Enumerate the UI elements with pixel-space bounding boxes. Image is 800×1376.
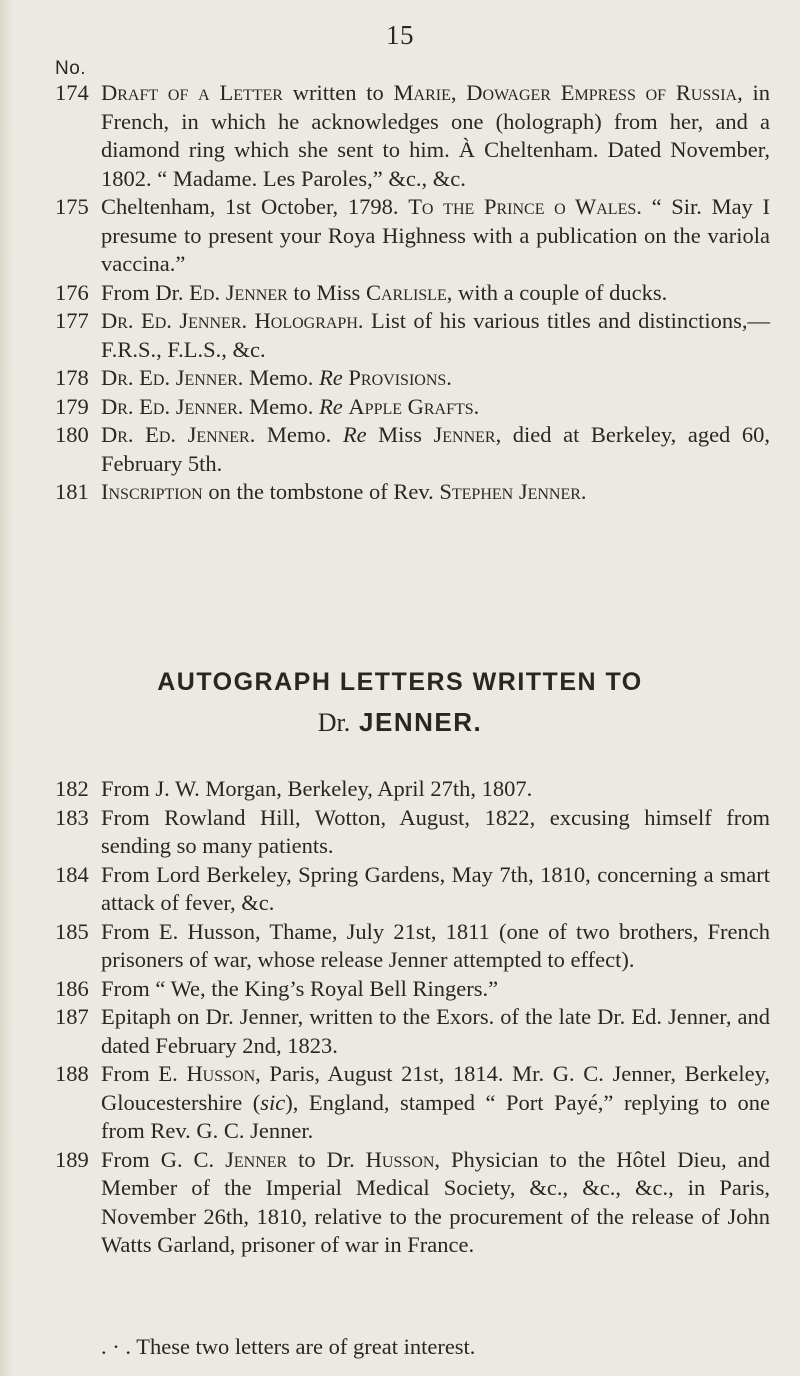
entry-text	[101, 364, 770, 393]
catalogue-entry	[0, 393, 800, 422]
entry-text	[101, 79, 770, 193]
entry-text	[101, 1060, 770, 1146]
section-heading-name: JENNER.	[359, 707, 483, 737]
entry-text-run: Husson,	[365, 1146, 441, 1172]
entry-text-run: To the Prince o Wales.	[408, 194, 642, 219]
entry-number: 181	[55, 479, 89, 504]
entry-text-run: Cheltenham, 1st October, 1798.	[101, 194, 409, 219]
catalogue-entry	[0, 861, 800, 918]
entry-text-run: sic	[260, 1089, 286, 1115]
entry-text	[101, 1146, 770, 1260]
entry-number: 177	[55, 308, 89, 333]
entry-text-run: Draft of a Letter	[101, 80, 283, 105]
entry-number: 179	[55, 393, 89, 419]
entry-text-run: Jenner,	[433, 422, 502, 447]
section-heading-line1: AUTOGRAPH LETTERS WRITTEN TO	[157, 668, 643, 696]
entry-text-run: Memo.	[243, 393, 320, 419]
catalogue-entry	[0, 1003, 800, 1060]
entry-text	[101, 478, 770, 507]
entry-text-run: From Rowland Hill, Wotton, August, 1822, excusing himself from sending so many patients.	[101, 804, 770, 858]
entry-text	[101, 279, 770, 308]
entry-text-run: From Dr.	[101, 279, 190, 305]
entry-list-bottom	[0, 775, 800, 1260]
catalogue-entry	[0, 421, 800, 478]
entry-text-run: Memo.	[255, 422, 343, 447]
entry-text	[101, 193, 770, 279]
entry-number: 186	[55, 975, 89, 1001]
entry-list-top	[0, 79, 800, 507]
catalogue-entry	[0, 478, 800, 507]
entry-text-run: with a couple of ducks.	[452, 279, 668, 305]
section-heading-prefix: Dr.	[317, 708, 351, 737]
entry-text	[101, 307, 770, 364]
entry-text-run: Re	[342, 422, 367, 447]
entry-text-run: on the tombstone of Rev.	[202, 479, 440, 504]
entry-number: 187	[55, 1004, 89, 1029]
section-heading-line2	[0, 702, 800, 743]
entry-text-run: ), England, stamped “ Port Payé,” replying to one from Rev. G. C. Jenner.	[101, 1089, 770, 1143]
entry-text	[101, 1003, 770, 1060]
entry-text-run: to Dr.	[287, 1146, 366, 1172]
entry-text-run: Jenner	[225, 1146, 288, 1172]
entry-number: 185	[55, 918, 89, 944]
entry-text-run: Miss	[366, 422, 434, 447]
entry-text-run: Inscription	[101, 479, 203, 504]
entry-text-run: From E.	[101, 1061, 187, 1086]
entry-text-run: Dr. Ed. Jenner. Holograph.	[101, 308, 364, 333]
entry-text-run: Ed. Jenner	[189, 279, 288, 305]
entry-number: 178	[55, 365, 89, 390]
entry-text-run: Husson,	[186, 1061, 261, 1086]
entry-text-run: Marie, Dowager Empress of Russia,	[393, 80, 743, 105]
entry-text-run: Stephen Jenner.	[439, 479, 587, 504]
entry-number: 184	[55, 861, 89, 887]
entry-text-run: Dr. Ed. Jenner.	[101, 422, 256, 447]
entry-text	[101, 975, 770, 1004]
entry-text-run: in French, in which he acknowledges one (holograph) from her, and a diamond ring which she sent to him. À Cheltenham. Dated November, 1802. “ Madame. Les Paroles,” &c., &c.	[101, 80, 770, 191]
entry-text-run: Memo.	[243, 365, 320, 390]
entry-text-run: From J. W. Morgan, Berkeley, April 27th, 1807.	[101, 776, 533, 801]
catalogue-entry	[0, 193, 800, 279]
catalogue-entry	[0, 307, 800, 364]
entry-text-run: List of his various titles and distinctions,—F.R.S., F.L.S., &c.	[101, 308, 770, 362]
entry-text-run: Dr. Ed. Jenner.	[101, 393, 244, 419]
entry-text-run: Paris, August 21st, 1814. Mr. G. C. Jenner, Berkeley, Gloucestershire (	[101, 1061, 770, 1115]
catalogue-entry	[0, 79, 800, 193]
entry-text-run: Carlisle,	[365, 279, 453, 305]
entry-text-run: From “ We, the King’s Royal Bell Ringers.”	[101, 975, 499, 1001]
number-column-label: No.	[55, 58, 87, 79]
entry-text-run: Physician to the Hôtel Dieu, and Member of the Imperial Medical Society, &c., &c., &c., in Paris, November 26th, 1810, relative to the procurement of the release of John Watts Garland, prisoner of war in France.	[101, 1146, 770, 1257]
entry-number: 176	[55, 279, 89, 305]
entry-text-run: Dr. Ed. Jenner.	[101, 365, 244, 390]
entry-text-run: died at Berkeley, aged 60, February 5th.	[101, 422, 770, 476]
entry-number: 175	[55, 194, 89, 219]
entry-text-run: Provisions.	[348, 365, 452, 390]
entry-number: 174	[55, 80, 89, 105]
entry-text-run: to Miss	[287, 279, 366, 305]
entry-number: 182	[55, 776, 89, 801]
catalogue-entry	[0, 775, 800, 804]
entry-text	[101, 393, 770, 422]
entry-number: 183	[55, 804, 89, 830]
section-heading	[0, 662, 800, 743]
catalogue-entry	[0, 364, 800, 393]
entry-number: 189	[55, 1146, 89, 1172]
entry-text-run: From Lord Berkeley, Spring Gardens, May 7th, 1810, concerning a smart attack of fever, &c.	[101, 861, 770, 915]
entry-text	[101, 918, 770, 975]
closing-note: . · . These two letters are of great interest.	[101, 1334, 476, 1359]
entry-text-run: Re	[319, 365, 343, 390]
entry-text-run: “ Sir. May I presume to present your Roya Highness with a publication on the variola vaccina.”	[101, 194, 770, 276]
catalogue-entry	[0, 1060, 800, 1146]
catalogue-entry	[0, 279, 800, 308]
catalogue-entry	[0, 918, 800, 975]
entry-text	[101, 421, 770, 478]
entry-number: 180	[55, 422, 89, 447]
entry-text-run: written to	[282, 80, 394, 105]
entry-text-run: From E. Husson, Thame, July 21st, 1811 (one of two brothers, French prisoners of war, whose release Jenner attempted to effect).	[101, 918, 770, 972]
catalogue-entry	[0, 804, 800, 861]
page-number: 15	[386, 20, 414, 50]
catalogue-entry	[0, 975, 800, 1004]
catalogue-entry	[0, 1146, 800, 1260]
entry-text	[101, 804, 770, 861]
entry-text	[101, 775, 770, 804]
entry-text-run: From G. C.	[101, 1146, 226, 1172]
entry-text-run: Apple Grafts.	[348, 393, 480, 419]
entry-text-run: Epitaph on Dr. Jenner, written to the Exors. of the late Dr. Ed. Jenner, and dated February 2nd, 1823.	[101, 1004, 770, 1058]
entry-text	[101, 861, 770, 918]
entry-number: 188	[55, 1061, 89, 1086]
entry-text-run: Re	[319, 393, 343, 419]
